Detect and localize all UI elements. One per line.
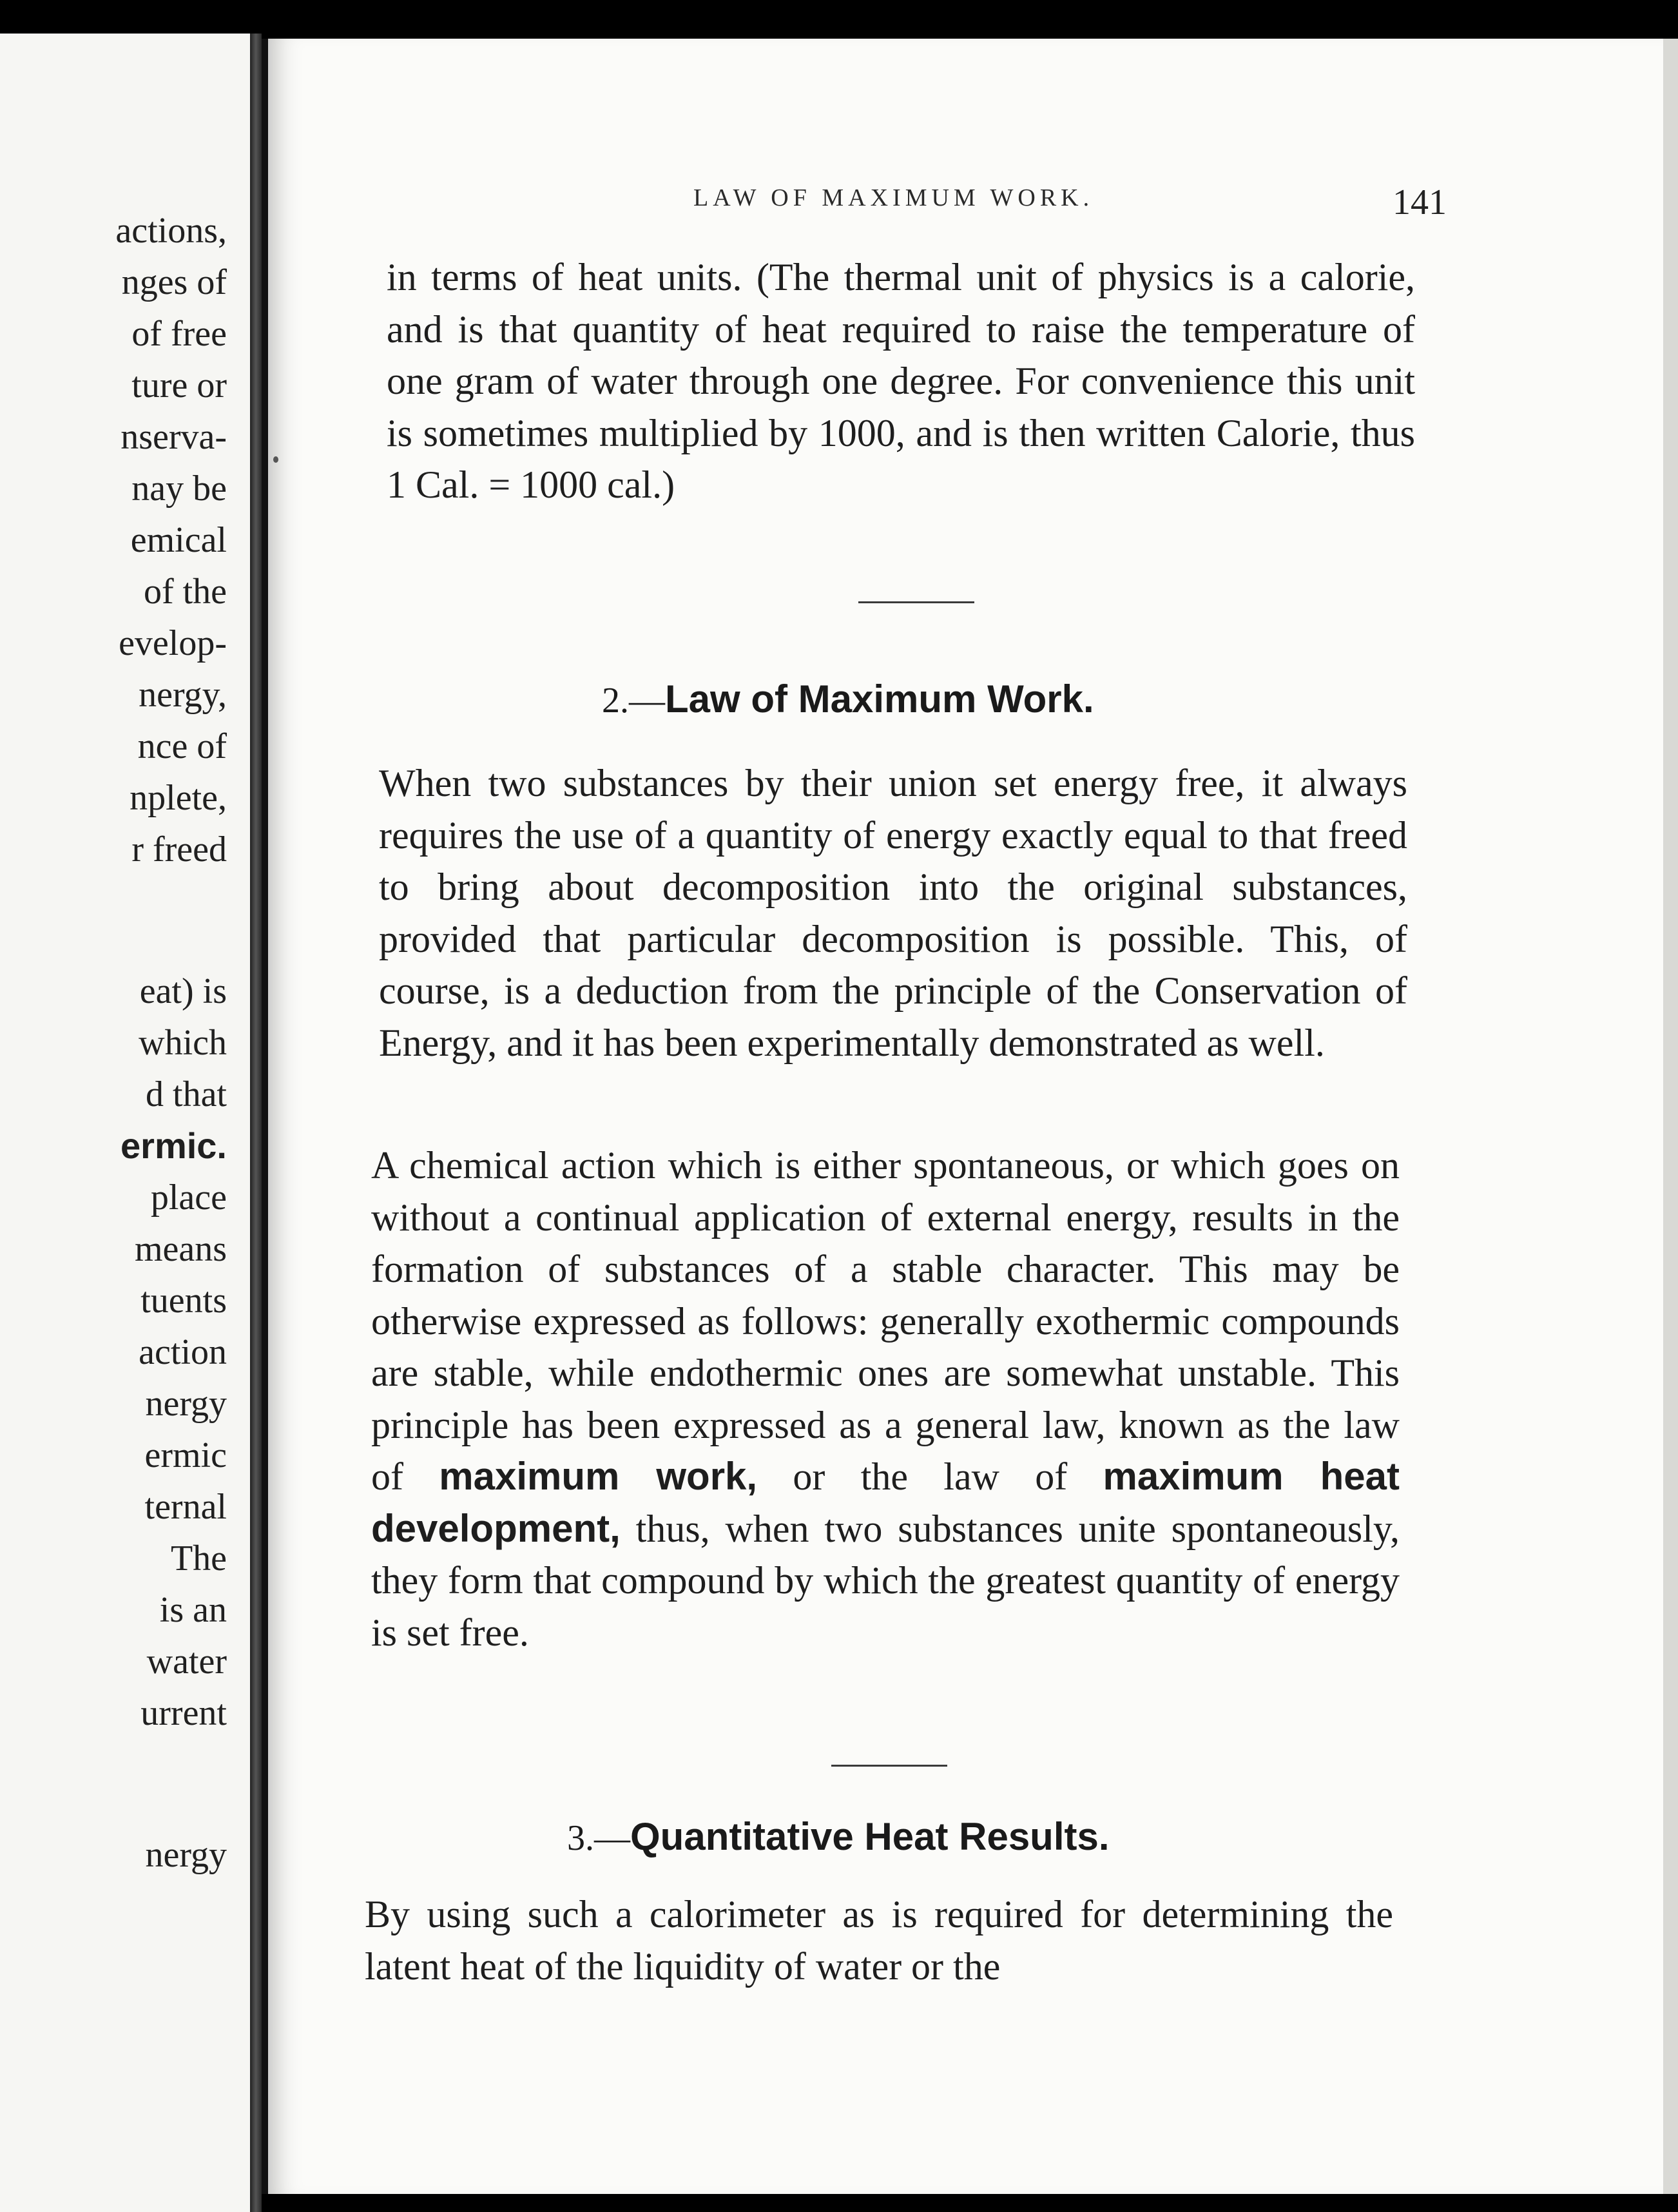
section-3-heading (567, 1814, 1110, 1859)
left-page-line: of free (131, 314, 227, 354)
section-2-paragraph-2 (371, 1140, 1400, 1658)
section-3-paragraph-1 (365, 1888, 1393, 1992)
section-2-paragraph-1-text: When two substances by their union set energy free, it always requires the use of a quantity of energy exactly equal to that freed to bring about decomposition into the original substances, provided that particular decomposition is possible. This, of course, is a deduction from the principle of the Conservation of Energy, and it has been experimentally demonstrated as well. (379, 762, 1407, 1064)
left-page-line: is an (159, 1590, 227, 1630)
left-page-line: emical (130, 520, 227, 560)
section-2-number: 2.— (602, 681, 665, 721)
term-maximum-heat-development: maximum heat development, (371, 1455, 1400, 1550)
section-2-heading (602, 677, 1094, 721)
left-page-line: which (139, 1023, 227, 1063)
left-page-line: nay be (131, 469, 227, 509)
left-page-line: nserva- (121, 417, 227, 457)
left-page-line: nce of (137, 726, 227, 766)
left-page-line: urrent (140, 1693, 227, 1733)
page-right-edge (1663, 39, 1678, 2194)
section-2-title: Law of Maximum Work. (665, 677, 1094, 721)
left-page-line: r freed (131, 830, 227, 869)
para2-text-part-3: thus, when two substances unite spontaneously, they form that compound by which the greatest quantity of energy is set free. (371, 1507, 1400, 1654)
intro-paragraph-text: in terms of heat units. (The thermal unit of physics is a calorie, and is that quantity of heat required to raise the temperature of one gram of water through one degree. For convenience this unit is sometimes multiplied by 1000, and is then written Calorie, thus 1 Cal. = 1000 cal.) (387, 256, 1415, 506)
intro-paragraph (387, 251, 1415, 511)
left-page-line: ture or (131, 365, 227, 405)
left-page-line: d that (146, 1074, 227, 1114)
section-divider-rule (858, 601, 974, 603)
left-page-line: eat) is (139, 971, 227, 1011)
left-page-line: The (170, 1538, 227, 1578)
section-2-paragraph-1 (379, 757, 1407, 1069)
left-page-line: actions, (115, 211, 227, 251)
left-facing-page (0, 34, 254, 2212)
book-gutter (250, 34, 262, 2212)
section-2-paragraph-2-text (371, 1140, 1400, 1658)
para2-text-part-2: or the law of (793, 1455, 1068, 1498)
left-page-line: ternal (144, 1487, 227, 1527)
section-3-title: Quantitative Heat Results. (630, 1815, 1110, 1858)
left-page-line: nergy (145, 1835, 227, 1875)
left-page-line: means (134, 1229, 227, 1269)
term-maximum-work: maximum work, (439, 1455, 758, 1498)
left-page-line: nergy (145, 1384, 227, 1424)
left-page-line: water (146, 1642, 227, 1682)
running-title: LAW OF MAXIMUM WORK. (693, 184, 1094, 211)
section-3-paragraph-1-text: By using such a calorimeter as is required for determining the latent heat of the liquidity of water or the (365, 1893, 1393, 1988)
left-page-line: ermic. (121, 1125, 227, 1166)
left-page-line: action (139, 1332, 227, 1372)
left-page-line: nges of (121, 262, 227, 302)
section-3-number: 3.— (567, 1818, 630, 1858)
left-page-line: nplete, (130, 778, 227, 818)
page-number: 141 (1393, 182, 1447, 222)
left-page-line: tuents (140, 1281, 227, 1321)
para2-text-part-1: A chemical action which is either spontaneous, or which goes on without a continual application of external energy, results in the formation of substances of a stable character. This may be otherwise expressed as follows: generally exothermic compounds are stable, while endothermic ones are somewhat unstable. This principle has been expressed as a general law, known as the law of (371, 1144, 1400, 1498)
left-page-line: evelop- (119, 623, 227, 663)
main-page (262, 39, 1670, 2194)
left-page-line: place (150, 1178, 227, 1218)
section-divider-rule-2 (831, 1765, 947, 1767)
left-page-line: ermic (144, 1435, 227, 1475)
left-page-line: nergy, (139, 675, 227, 715)
scan-speck (273, 456, 278, 463)
left-page-line: of the (143, 572, 227, 612)
